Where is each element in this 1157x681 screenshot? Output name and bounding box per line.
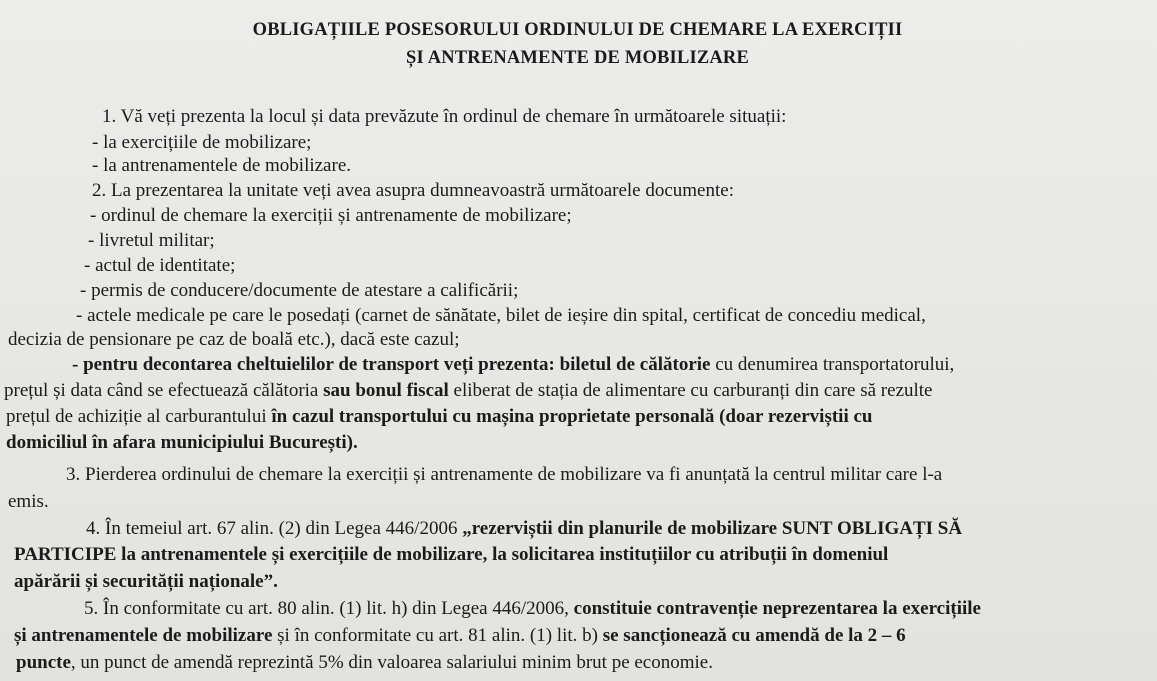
paragraph-3: 3. Pierderea ordinului de chemare la exerciții și antrenamente de mobilizare va fi anunțată la centrul militar care l-a xyxy=(66,464,943,485)
paragraph-4-bold-text: „rezerviștii din planurile de mobilizare SUNT OBLIGAȚI SĂ xyxy=(462,518,963,539)
document-title-line-1: OBLIGAȚIILE POSESORULUI ORDINULUI DE CHEMARE LA EXERCIȚII xyxy=(252,20,903,40)
list-item: - actul de identitate; xyxy=(84,255,236,276)
transport-line-4 xyxy=(6,430,358,455)
paragraph-5-bold-text: și antrenamentele de mobilizare xyxy=(14,625,273,646)
transport-bold-text: domiciliul în afara municipiului București). xyxy=(6,432,358,453)
paragraph-5-line-3 xyxy=(16,650,713,675)
list-item: - la antrenamentele de mobilizare. xyxy=(92,155,352,176)
paragraph-5-text: 5. În conformitate cu art. 80 alin. (1) lit. h) din Legea 446/2006, xyxy=(84,598,574,619)
paragraph-4-line-2 xyxy=(14,542,888,567)
paragraph-4-text: 4. În temeiul art. 67 alin. (2) din Legea 446/2006 xyxy=(86,518,463,539)
transport-text: prețul de achiziție al carburantului xyxy=(6,406,272,427)
paragraph-5-line-1 xyxy=(84,596,981,621)
paragraph-5-bold-text: puncte xyxy=(16,652,71,673)
paragraph-4-bold-text: PARTICIPE la antrenamentele și exercițiile de mobilizare, la solicitarea instituțiilor cu atribuții în domeniul xyxy=(14,544,889,565)
transport-text: cu denumirea transportatorului, xyxy=(710,354,955,375)
list-item: - actele medicale pe care le posedați (carnet de sănătate, bilet de ieșire din spital, certificat de concediu medical, xyxy=(76,305,926,326)
paragraph-2: 2. La prezentarea la unitate veți avea asupra dumneavoastră următoarele documente: xyxy=(92,180,734,201)
list-item: - la exercițiile de mobilizare; xyxy=(92,132,312,153)
transport-bold-text: - pentru decontarea cheltuielilor de transport veți prezenta: biletul de călătorie xyxy=(72,354,711,375)
paragraph-4-line-3 xyxy=(14,569,278,594)
paragraph-5-text: , un punct de amendă reprezintă 5% din valoarea salariului minim brut pe economie. xyxy=(70,652,713,673)
paragraph-4-line-1 xyxy=(86,516,962,541)
list-item-continuation: decizia de pensionare pe caz de boală etc.), dacă este cazul; xyxy=(8,329,460,350)
list-item: - permis de conducere/documente de atestare a calificării; xyxy=(80,280,519,301)
transport-bold-text: sau bonul fiscal xyxy=(323,380,449,401)
paragraph-3-continuation: emis. xyxy=(8,491,49,512)
transport-text: eliberat de stația de alimentare cu carburanți din care să rezulte xyxy=(448,380,933,401)
paragraph-5-text: și în conformitate cu art. 81 alin. (1) lit. b) xyxy=(272,625,603,646)
paragraph-5-bold-text: constituie contravenție neprezentarea la exercițiile xyxy=(573,598,981,619)
transport-line-2 xyxy=(4,378,933,403)
transport-bold-text: în cazul transportului cu mașina proprietate personală (doar rezerviștii cu xyxy=(271,406,873,427)
transport-line-1 xyxy=(72,352,954,377)
paragraph-4-bold-text: apărării și securității naționale”. xyxy=(14,571,278,592)
paragraph-5-bold-text: se sancționează cu amendă de la 2 – 6 xyxy=(602,625,906,646)
list-item: - livretul militar; xyxy=(88,230,215,251)
list-item: - ordinul de chemare la exerciții și antrenamente de mobilizare; xyxy=(90,205,572,226)
paragraph-1: 1. Vă veți prezenta la locul și data prevăzute în ordinul de chemare în următoarele situații: xyxy=(102,106,787,127)
transport-text: prețul și data când se efectuează călătoria xyxy=(4,380,324,401)
transport-line-3 xyxy=(6,404,872,429)
paragraph-5-line-2 xyxy=(14,623,906,648)
document-title-line-2: ȘI ANTRENAMENTE DE MOBILIZARE xyxy=(406,48,749,68)
